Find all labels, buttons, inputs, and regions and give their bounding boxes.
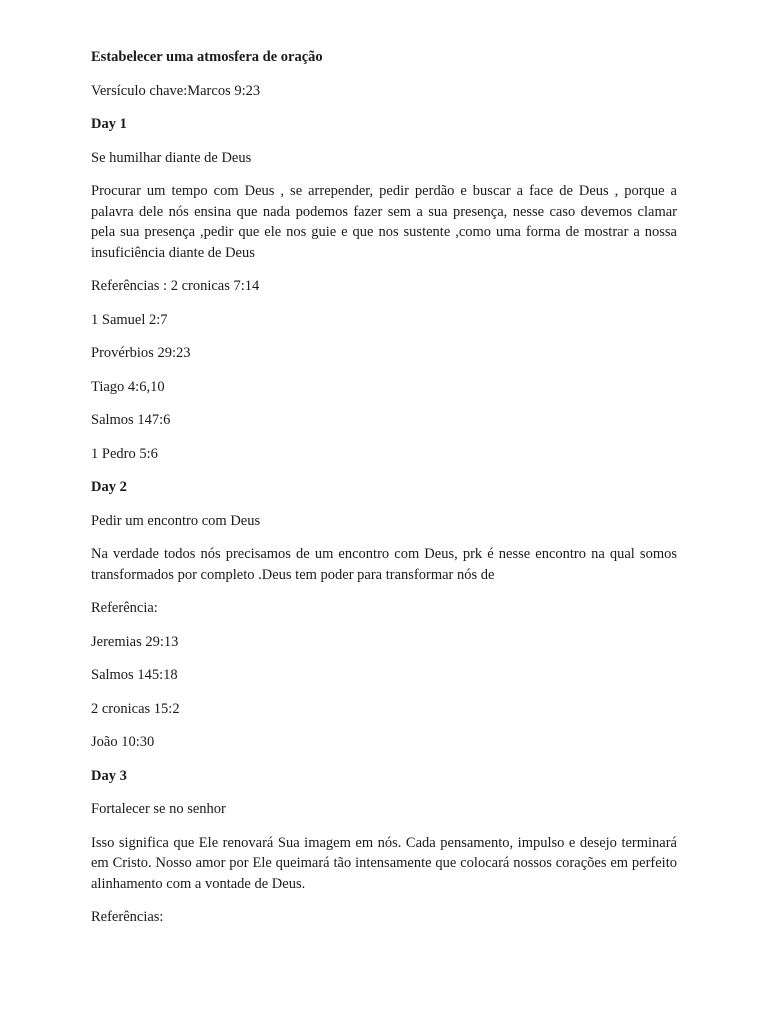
day-2-subtitle: Pedir um encontro com Deus [91,512,261,529]
document-title: Estabelecer uma atmosfera de oração [91,49,323,65]
day-2-reference: Salmos 145:18 [91,667,178,683]
day-1-reference: 1 Pedro 5:6 [91,445,158,462]
day-2-references-label: Referência: [91,600,158,616]
day-2-reference: João 10:30 [91,734,155,750]
day-1-reference: Provérbios 29:23 [91,345,191,361]
day-2-body: Na verdade todos nós precisamos de um encontro com Deus, prk é nesse encontro na qual somos transformados por completo .Deus tem poder para transformar nós de [91,546,677,583]
day-2-reference: 2 cronicas 15:2 [91,700,180,717]
day-1-heading: Day 1 [91,116,127,132]
document-content [91,47,677,941]
day-3-body: Isso significa que Ele renovará Sua imagem em nós. Cada pensamento, impulso e desejo terminará em Cristo. Nosso amor por Ele queimará tão intensamente que colocará nossos corações em perfeito alinhamento com a vontade de Deus. [91,834,677,892]
key-verse: Versículo chave:Marcos 9:23 [91,82,261,99]
day-3-references-label: Referências: [91,909,164,925]
day-1-references-label: Referências : 2 cronicas 7:14 [91,278,260,294]
day-1-subtitle: Se humilhar diante de Deus [91,149,252,166]
day-3-heading: Day 3 [91,767,127,784]
day-1-reference: 1 Samuel 2:7 [91,311,168,328]
day-2-reference: Jeremias 29:13 [91,633,179,650]
day-1-reference: Salmos 147:6 [91,412,171,428]
day-1-body: Procurar um tempo com Deus , se arrepender, pedir perdão e buscar a face de Deus , porque a palavra dele nós ensina que nada podemos fazer sem a sua presença, nesse caso devemos clamar pela sua presença ,pedir que ele nos guie e que nos sustente ,como uma forma de mostrar a nossa insuficiência diante de Deus [91,183,677,261]
day-1-reference: Tiago 4:6,10 [91,378,165,395]
day-3-subtitle: Fortalecer se no senhor [91,801,226,817]
day-2-heading: Day 2 [91,479,127,495]
